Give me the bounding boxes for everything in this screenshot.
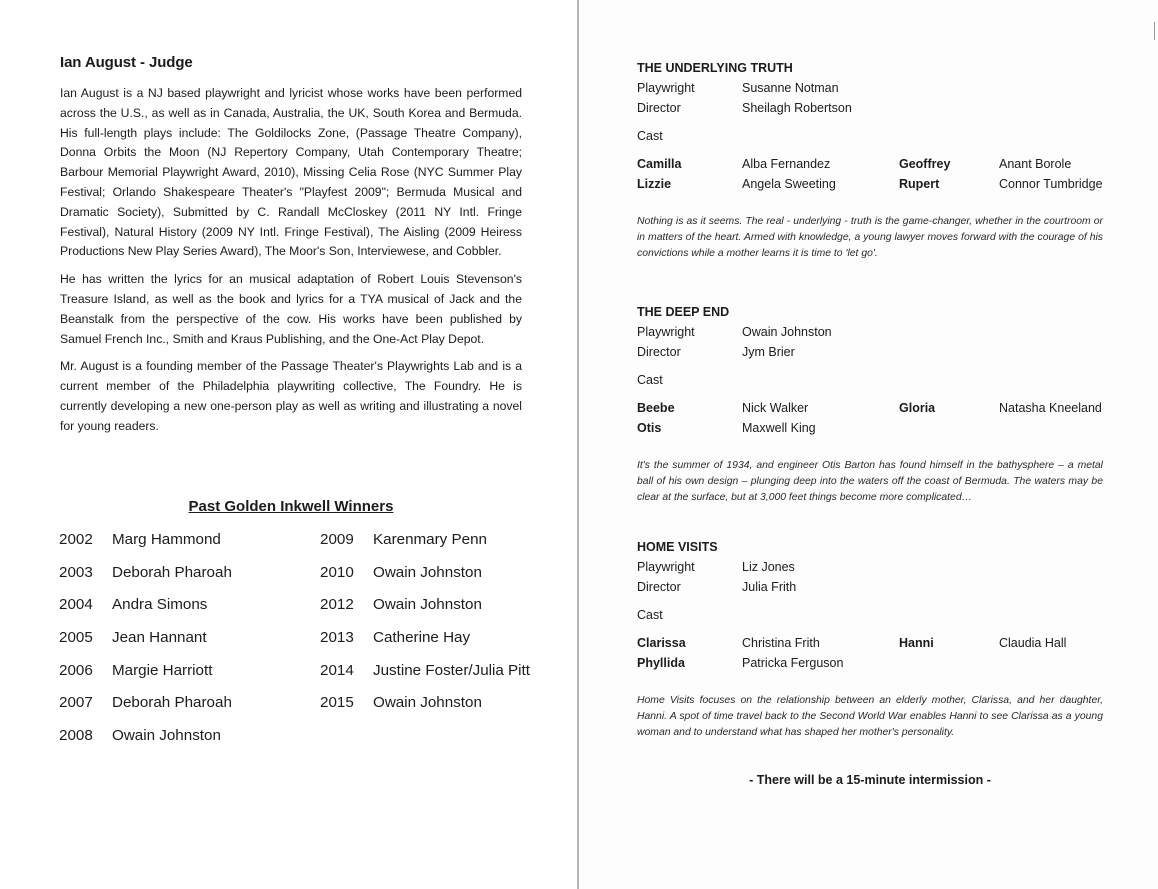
playwright-row bbox=[637, 78, 1103, 98]
winner-year: 2014 bbox=[320, 661, 354, 679]
winner-name: Owain Johnston bbox=[112, 727, 221, 745]
winner-year: 2002 bbox=[59, 531, 93, 548]
character-name: Gloria bbox=[899, 401, 936, 415]
winner-name: Andra Simons bbox=[112, 596, 208, 614]
show-title: THE UNDERLYING TRUTH bbox=[637, 61, 793, 75]
actor-name: Christina Frith bbox=[742, 636, 820, 650]
winner-name: Justine Foster/Julia Pitt bbox=[373, 661, 530, 679]
playwright-name: Owain Johnston bbox=[742, 325, 832, 339]
cast-grid bbox=[637, 633, 1103, 673]
bio-paragraph: He has written the lyrics for an musical adaptation of Robert Louis Stevenson's Treasure Island, as well as the book and lyrics for a TYA musical of Jack and the Beanstalk from the perspective of the cow. His works have been published by Samuel French Inc., Smith and Kraus Publishing, and the One-Act Play Depot. bbox=[60, 272, 522, 346]
winner-name: Catherine Hay bbox=[373, 629, 471, 647]
winner-year: 2008 bbox=[59, 727, 93, 745]
winner-row bbox=[59, 659, 232, 692]
winner-name: Deborah Pharoah bbox=[112, 694, 232, 712]
character-name: Camilla bbox=[637, 157, 682, 171]
winner-name: Owain Johnston bbox=[373, 694, 482, 712]
show-title: HOME VISITS bbox=[637, 540, 718, 554]
bio-paragraph: Ian August is a NJ based playwright and lyricist whose works have been performed across the U.S., as well as in Canada, Australia, the UK, South Korea and Bermuda. His full-length plays include: The Goldilocks Zone, (Passage Theatre Company), Donna Orbits the Moon (NJ Repertory Company, Utah Contemporary Theatre; Barbour Memorial Playwright Award, 2010), Missing Celia Rose (NYC Summer Play Festival; Orlando Shakespeare Theater's "Playfest 2009"; Bermuda Musical and Dramatic Society), Submitted by C. Randall McCloskey (2011 NY Intl. Fringe Festival), Natural History (2009 NY Intl. Fringe Festival), The Aisling (2009 Heiress Productions New Play Series Award), The Moor's Son, Interviewese, and Cobbler. bbox=[60, 86, 522, 259]
character-name: Beebe bbox=[637, 401, 675, 415]
winner-row bbox=[320, 593, 530, 626]
playwright-name: Liz Jones bbox=[742, 560, 795, 574]
cast-label: Cast bbox=[637, 373, 663, 387]
winner-year: 2009 bbox=[320, 531, 354, 548]
show-underlying-truth bbox=[637, 58, 1103, 262]
bio-body bbox=[60, 84, 522, 445]
bio-paragraph: Mr. August is a founding member of the Passage Theater's Playwrights Lab and is a current member of the Philadelphia playwriting collective, The Foundry. He is currently developing a new one-person play as well as writing and illustrating a novel for young readers. bbox=[60, 359, 522, 433]
cast-label: Cast bbox=[637, 129, 663, 143]
director-name: Sheilagh Robertson bbox=[742, 101, 852, 115]
actor-name: Patricka Ferguson bbox=[742, 656, 844, 670]
winner-name: Owain Johnston bbox=[373, 596, 482, 614]
cast-row bbox=[637, 398, 1103, 418]
actor-name: Natasha Kneeland bbox=[999, 401, 1102, 415]
winner-year: 2004 bbox=[59, 596, 93, 614]
director-row bbox=[637, 342, 1103, 362]
actor-name: Alba Fernandez bbox=[742, 157, 831, 171]
winner-name: Jean Hannant bbox=[112, 629, 207, 647]
winner-row bbox=[320, 528, 530, 561]
actor-name: Connor Tumbridge bbox=[999, 177, 1103, 191]
show-title: THE DEEP END bbox=[637, 305, 730, 319]
winner-name: Margie Harriott bbox=[112, 661, 213, 679]
show-synopsis: It's the summer of 1934, and engineer Otis Barton has found himself in the bathysphere – a metal ball of his own design – plunging deep into the waters off the coast of Bermuda. The waters may be clear at the surface, but at 3,000 feet things become more complicated… bbox=[637, 460, 1103, 503]
winner-name: Marg Hammond bbox=[112, 531, 221, 548]
show-synopsis: Nothing is as it seems. The real - underlying - truth is the game-changer, whether in the courtroom or in matters of the heart. Armed with knowledge, a young lawyer moves forward with the courage of his convictions while a mother learns it is time to 'let go'. bbox=[637, 216, 1103, 259]
winner-year: 2005 bbox=[59, 629, 93, 647]
cast-grid bbox=[637, 154, 1103, 194]
winner-row bbox=[320, 659, 530, 692]
director-row bbox=[637, 98, 1103, 118]
cast-row bbox=[637, 633, 1103, 653]
actor-name: Maxwell King bbox=[742, 421, 816, 435]
director-row bbox=[637, 577, 1103, 597]
winner-name: Owain Johnston bbox=[373, 563, 482, 581]
playwright-name: Susanne Notman bbox=[742, 81, 839, 95]
cast-grid bbox=[637, 398, 1103, 438]
cast-row bbox=[637, 154, 1103, 174]
winner-row bbox=[320, 626, 530, 659]
character-name: Phyllida bbox=[637, 656, 685, 670]
winner-row bbox=[59, 691, 232, 724]
actor-name: Claudia Hall bbox=[999, 636, 1067, 650]
winner-year: 2006 bbox=[59, 661, 93, 679]
character-name: Clarissa bbox=[637, 636, 686, 650]
show-synopsis: Home Visits focuses on the relationship between an elderly mother, Clarissa, and her daughter, Hanni. A spot of time travel back to the Second World War enables Hanni to see Clarissa as a young woman and to understand what has shaped her mother's personality. bbox=[637, 695, 1103, 738]
show-home-visits bbox=[637, 537, 1103, 741]
winner-row bbox=[59, 724, 232, 757]
playwright-label: Playwright bbox=[637, 560, 695, 574]
winners-column-1 bbox=[59, 528, 232, 757]
actor-name: Nick Walker bbox=[742, 401, 809, 415]
winner-row bbox=[59, 593, 232, 626]
actor-name: Anant Borole bbox=[999, 157, 1072, 171]
playwright-row bbox=[637, 557, 1103, 577]
playwright-row bbox=[637, 322, 1103, 342]
director-label: Director bbox=[637, 580, 681, 594]
winner-row bbox=[59, 626, 232, 659]
show-deep-end bbox=[637, 302, 1103, 506]
character-name: Hanni bbox=[899, 636, 934, 650]
character-name: Geoffrey bbox=[899, 157, 951, 171]
cast-label: Cast bbox=[637, 608, 663, 622]
winners-heading: Past Golden Inkwell Winners bbox=[188, 498, 394, 515]
winner-year: 2012 bbox=[320, 596, 354, 614]
cast-row bbox=[637, 174, 1103, 194]
director-label: Director bbox=[637, 101, 681, 115]
director-name: Julia Frith bbox=[742, 580, 797, 594]
intermission-note: - There will be a 15-minute intermission - bbox=[749, 773, 991, 787]
winner-row bbox=[320, 561, 530, 594]
cast-row bbox=[637, 418, 1103, 438]
winners-column-2 bbox=[320, 528, 530, 724]
winner-year: 2003 bbox=[59, 563, 93, 581]
bio-title: Ian August - Judge bbox=[60, 54, 193, 71]
winner-row bbox=[59, 528, 232, 561]
page-edge-mark bbox=[1154, 22, 1155, 40]
winner-row bbox=[320, 691, 530, 724]
winner-row bbox=[59, 561, 232, 594]
winner-year: 2013 bbox=[320, 629, 354, 647]
character-name: Rupert bbox=[899, 177, 940, 191]
winner-year: 2007 bbox=[59, 694, 93, 712]
winner-year: 2010 bbox=[320, 563, 354, 581]
director-name: Jym Brier bbox=[742, 345, 795, 359]
actor-name: Angela Sweeting bbox=[742, 177, 836, 191]
playwright-label: Playwright bbox=[637, 325, 695, 339]
character-name: Otis bbox=[637, 421, 662, 435]
character-name: Lizzie bbox=[637, 177, 672, 191]
cast-row bbox=[637, 653, 1103, 673]
winner-year: 2015 bbox=[320, 694, 354, 712]
director-label: Director bbox=[637, 345, 681, 359]
playwright-label: Playwright bbox=[637, 81, 695, 95]
winner-name: Deborah Pharoah bbox=[112, 563, 232, 581]
winner-name: Karenmary Penn bbox=[373, 531, 487, 548]
